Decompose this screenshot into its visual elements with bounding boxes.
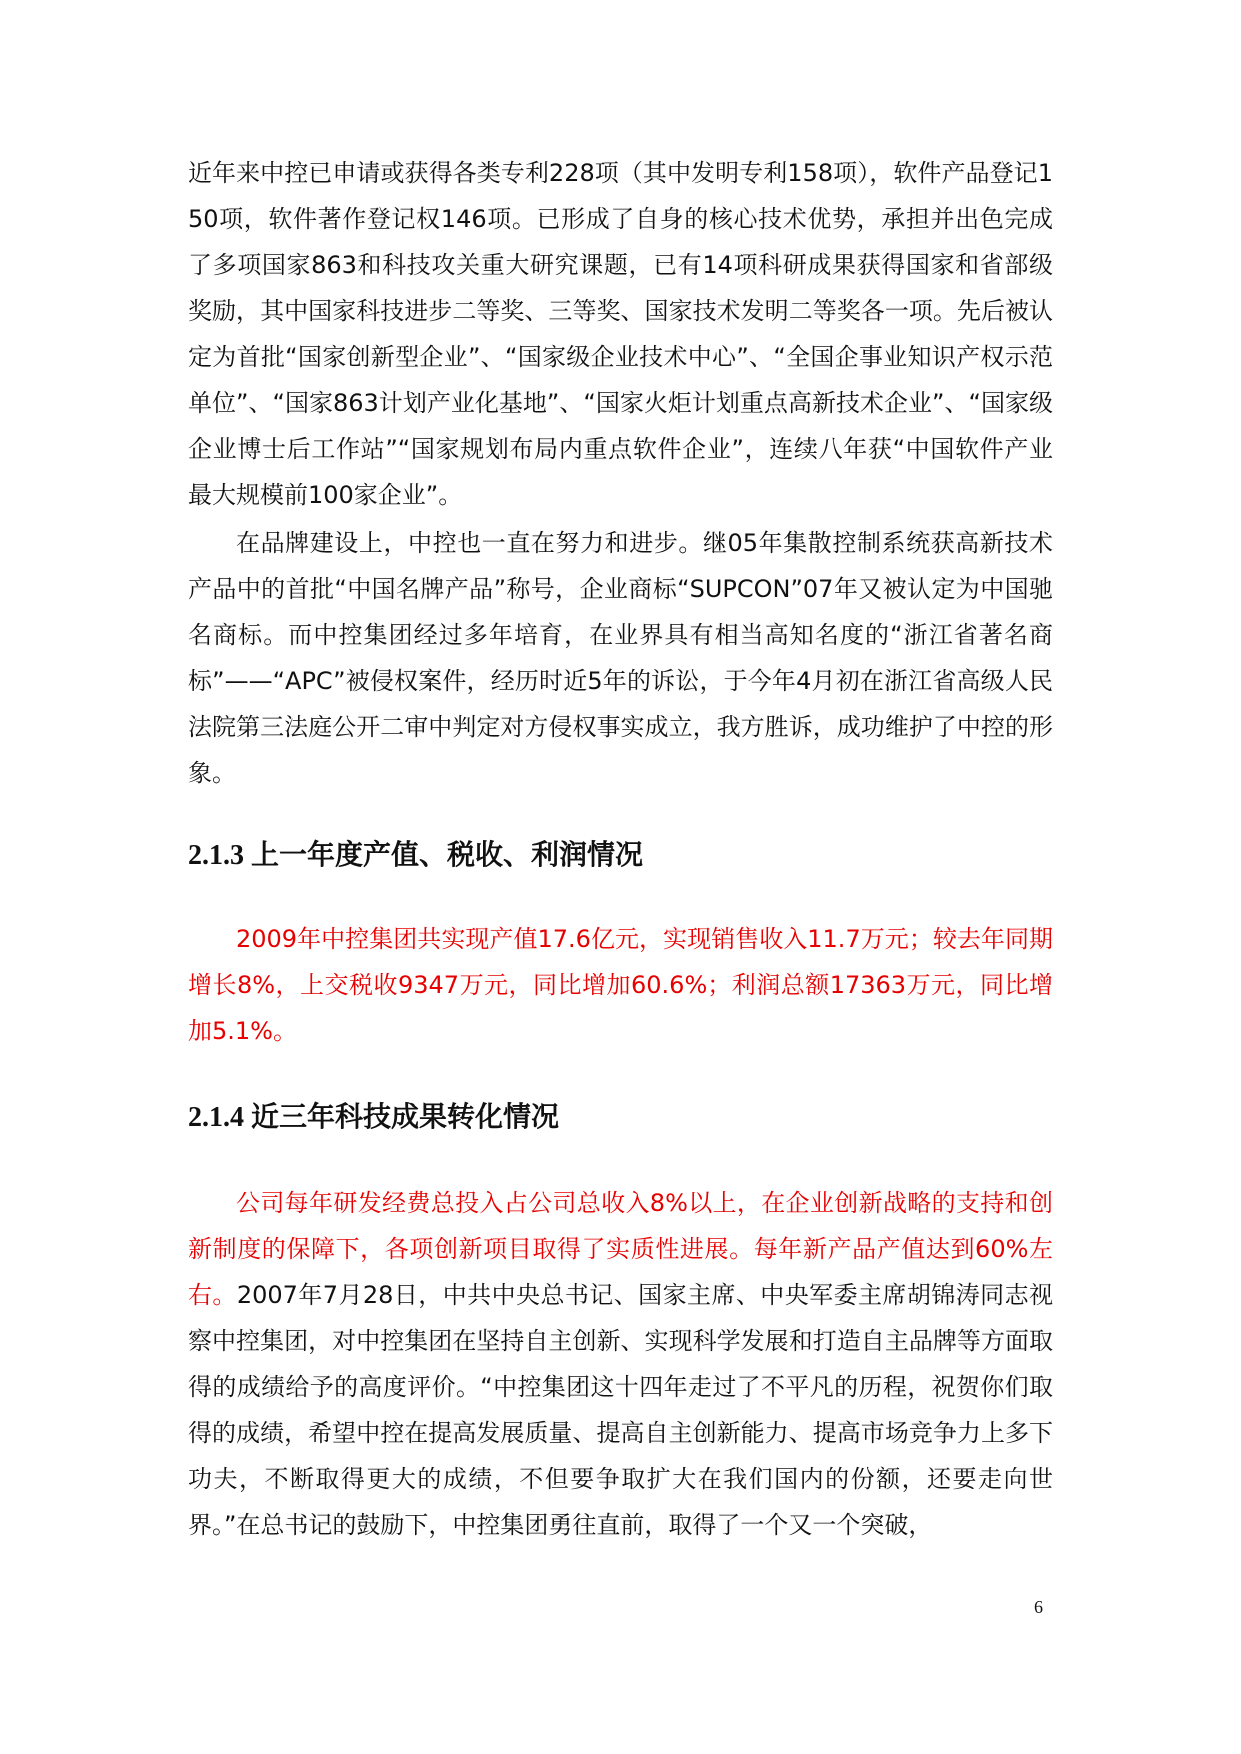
paragraph-output-tax-profit: 2009年中控集团共实现产值17.6亿元，实现销售收入11.7万元；较去年同期增长8%，上交税收9347万元，同比增加60.6%；利润总额17363万元，同比增加5.1%。 xyxy=(188,925,1053,1045)
section-heading-2-1-3: 2.1.3 上一年度产值、税收、利润情况 xyxy=(188,840,644,871)
section-heading-2-1-4: 2.1.4 近三年科技成果转化情况 xyxy=(188,1102,560,1133)
paragraph-brand-building: 在品牌建设上，中控也一直在努力和进步。继05年集散控制系统获高新技术产品中的首批“中国名牌产品”称号，企业商标“SUPCON”07年又被认定为中国驰名商标。而中控集团经过多年培育，在业界具有相当高知名度的“浙江省著名商标”——“APC”被侵权案件，经历时近5年的诉讼，于今年4月初在浙江省高级人民法院第三法庭公开二审中判定对方侵权事实成立，我方胜诉，成功维护了中控的形象。 xyxy=(188,529,1053,787)
paragraph-tech-transfer xyxy=(188,1180,1053,1548)
paragraph-patents: 近年来中控已申请或获得各类专利228项（其中发明专利158项），软件产品登记150项，软件著作登记权146项。已形成了自身的核心技术优势，承担并出色完成了多项国家863和科技攻关重大研究课题，已有14项科研成果获得国家和省部级奖励，其中国家科技进步二等奖、三等奖、国家技术发明二等奖各一项。先后被认定为首批“国家创新型企业”、“国家级企业技术中心”、“全国企事业知识产权示范单位”、“国家863计划产业化基地”、“国家火炬计划重点高新技术企业”、“国家级企业博士后工作站”“国家规划布局内重点软件企业”，连续八年获“中国软件产业最大规模前100家企业”。 xyxy=(188,159,1053,509)
paragraph-tech-transfer-highlight: 公司每年研发经费总投入占公司总收入8%以上，在企业创新战略的支持和创新制度的保障下，各项创新项目取得了实质性进展。每年新产品产值达到60%左右。 xyxy=(188,1189,1053,1309)
page-number: 6 xyxy=(1034,1597,1043,1617)
paragraph-tech-transfer-body: 2007年7月28日，中共中央总书记、国家主席、中央军委主席胡锦涛同志视察中控集团，对中控集团在坚持自主创新、实现科学发展和打造自主品牌等方面取得的成绩给予的高度评价。“中控集团这十四年走过了不平凡的历程，祝贺你们取得的成绩，希望中控在提高发展质量、提高自主创新能力、提高市场竞争力上多下功夫，不断取得更大的成绩，不但要争取扩大在我们国内的份额，还要走向世界。”在总书记的鼓励下，中控集团勇往直前，取得了一个又一个突破， xyxy=(188,1281,1053,1539)
page-content xyxy=(188,150,1053,1548)
